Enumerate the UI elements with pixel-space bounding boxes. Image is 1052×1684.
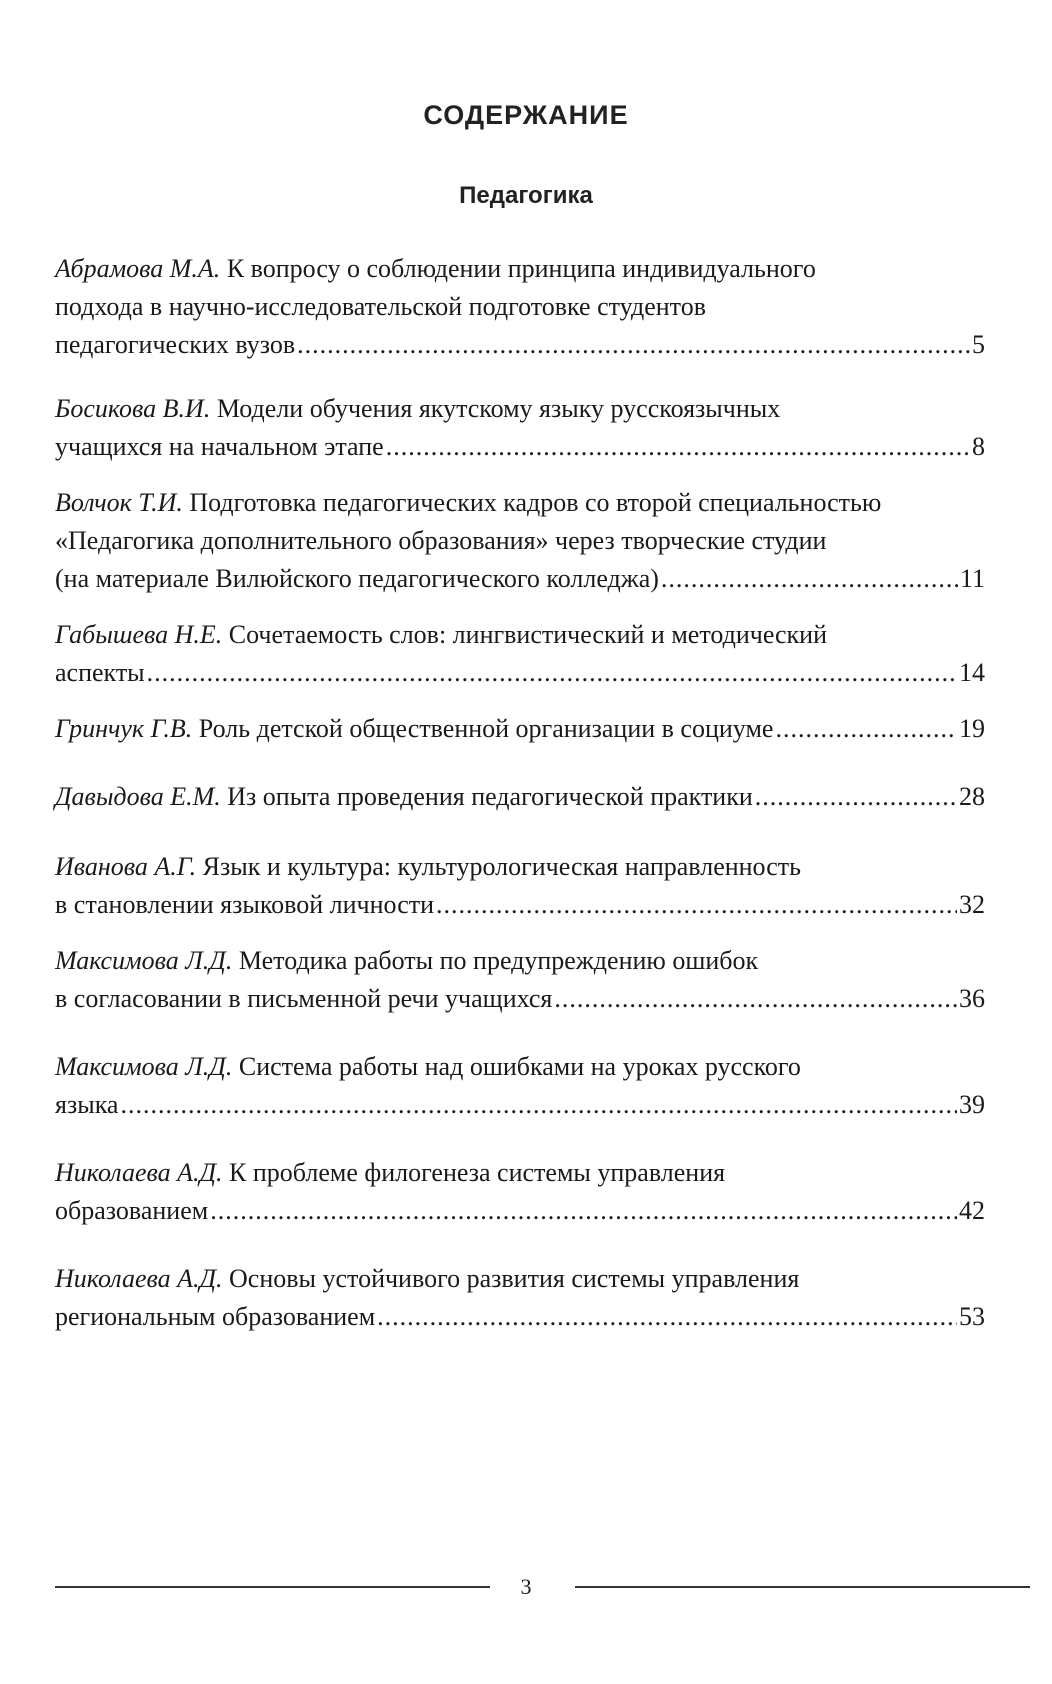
toc-entry bbox=[55, 1154, 985, 1230]
toc-entry-line bbox=[55, 288, 985, 326]
toc-title-text: К проблеме филогенеза системы управления bbox=[229, 1158, 726, 1187]
toc-author: Босикова В.И. bbox=[55, 394, 211, 423]
dot-leader bbox=[775, 710, 957, 748]
page-footer bbox=[0, 1574, 1052, 1614]
toc-title-text: (на материале Вилюйского педагогического колледжа) bbox=[55, 564, 659, 593]
dot-leader bbox=[210, 1192, 957, 1230]
toc-title-text: языка bbox=[55, 1090, 119, 1119]
toc-entry bbox=[55, 250, 985, 364]
footer-rule-right bbox=[575, 1586, 1030, 1588]
toc-entry-line bbox=[55, 848, 985, 886]
toc-entry-line bbox=[55, 560, 985, 598]
contents-title: СОДЕРЖАНИЕ bbox=[423, 100, 629, 130]
toc-page-number: 39 bbox=[959, 1090, 985, 1119]
toc-title-text: Методика работы по предупреждению ошибок bbox=[238, 946, 759, 975]
dot-leader bbox=[147, 654, 957, 692]
toc-page-number: 28 bbox=[959, 782, 985, 811]
page-number: 3 bbox=[520, 1574, 532, 1599]
toc-author: Гринчук Г.В. bbox=[55, 714, 193, 743]
toc-entry-line bbox=[55, 484, 985, 522]
toc-entry bbox=[55, 710, 985, 748]
toc-page-number: 14 bbox=[959, 658, 985, 687]
dot-leader bbox=[755, 778, 957, 816]
dot-leader bbox=[297, 326, 970, 364]
toc-page-number: 5 bbox=[972, 330, 985, 359]
toc-title-text: аспекты bbox=[55, 658, 145, 687]
toc-entry bbox=[55, 848, 985, 924]
toc-entry-line bbox=[55, 886, 985, 924]
toc-entry-line bbox=[55, 428, 985, 466]
toc-entry-line bbox=[55, 616, 985, 654]
toc-entry-line bbox=[55, 710, 985, 748]
dot-leader bbox=[377, 1298, 957, 1336]
toc-entry-line bbox=[55, 1154, 985, 1192]
toc-title-text: Роль детской общественной организации в социуме bbox=[198, 714, 774, 743]
toc-entry-line bbox=[55, 1192, 985, 1230]
toc-page-number: 32 bbox=[959, 890, 985, 919]
dot-leader bbox=[436, 886, 957, 924]
toc-entry bbox=[55, 484, 985, 598]
toc-title-text: Подготовка педагогических кадров со второй специальностью bbox=[189, 488, 882, 517]
toc-entry-line bbox=[55, 980, 985, 1018]
toc-title-text: Система работы над ошибками на уроках русского bbox=[238, 1052, 801, 1081]
toc-title-text: в согласовании в письменной речи учащихся bbox=[55, 984, 553, 1013]
toc-entry-line bbox=[55, 522, 985, 560]
toc-title-text: подхода в научно-исследовательской подготовке студентов bbox=[55, 292, 706, 321]
toc-author: Николаева А.Д. bbox=[55, 1158, 223, 1187]
toc-title-text: Основы устойчивого развития системы управления bbox=[229, 1264, 800, 1293]
toc-page-number: 36 bbox=[959, 984, 985, 1013]
toc-entry-line bbox=[55, 1260, 985, 1298]
toc-title-text: педагогических вузов bbox=[55, 330, 296, 359]
toc-page-number: 53 bbox=[959, 1302, 985, 1331]
toc-title-text: учащихся на начальном этапе bbox=[55, 432, 384, 461]
toc-entry-line bbox=[55, 250, 985, 288]
toc-entry-line bbox=[55, 942, 985, 980]
toc-entry bbox=[55, 1260, 985, 1336]
toc-entry-line bbox=[55, 778, 985, 816]
toc-entry-line bbox=[55, 390, 985, 428]
toc-entry-line bbox=[55, 326, 985, 364]
toc-entry bbox=[55, 616, 985, 692]
section-heading: Педагогика bbox=[459, 182, 593, 209]
toc-entry-line bbox=[55, 1048, 985, 1086]
toc-entry bbox=[55, 390, 985, 466]
toc-title-text: в становлении языковой личности bbox=[55, 890, 435, 919]
dot-leader bbox=[661, 560, 958, 598]
dot-leader bbox=[554, 980, 957, 1018]
toc-author: Максимова Л.Д. bbox=[55, 1052, 233, 1081]
toc-author: Волчок Т.И. bbox=[55, 488, 183, 517]
toc-title-text: региональным образованием bbox=[55, 1302, 376, 1331]
toc-title-text: Модели обучения якутскому языку русскоязычных bbox=[216, 394, 781, 423]
dot-leader bbox=[386, 428, 970, 466]
toc-title-text: «Педагогика дополнительного образования» через творческие студии bbox=[55, 526, 827, 555]
toc-author: Габышева Н.Е. bbox=[55, 620, 223, 649]
toc-entry bbox=[55, 778, 985, 816]
toc-entry-line bbox=[55, 654, 985, 692]
toc-page-number: 8 bbox=[972, 432, 985, 461]
toc-title-text: К вопросу о соблюдении принципа индивидуального bbox=[226, 254, 816, 283]
toc-author: Максимова Л.Д. bbox=[55, 946, 233, 975]
toc-entry bbox=[55, 942, 985, 1018]
toc-author: Николаева А.Д. bbox=[55, 1264, 223, 1293]
toc-title-text: Из опыта проведения педагогической практики bbox=[227, 782, 753, 811]
dot-leader bbox=[120, 1086, 957, 1124]
toc-entry bbox=[55, 1048, 985, 1124]
toc-title-text: Сочетаемость слов: лингвистический и методический bbox=[228, 620, 828, 649]
toc-page-number: 11 bbox=[959, 564, 985, 593]
toc-title-text: образованием bbox=[55, 1196, 209, 1225]
toc-title-text: Язык и культура: культурологическая направленность bbox=[202, 852, 801, 881]
toc-author: Иванова А.Г. bbox=[55, 852, 197, 881]
toc-entry-line bbox=[55, 1298, 985, 1336]
toc-page-number: 19 bbox=[959, 714, 985, 743]
toc-page-number: 42 bbox=[959, 1196, 985, 1225]
toc-author: Давыдова Е.М. bbox=[55, 782, 221, 811]
toc-entry-line bbox=[55, 1086, 985, 1124]
toc-author: Абрамова М.А. bbox=[55, 254, 221, 283]
